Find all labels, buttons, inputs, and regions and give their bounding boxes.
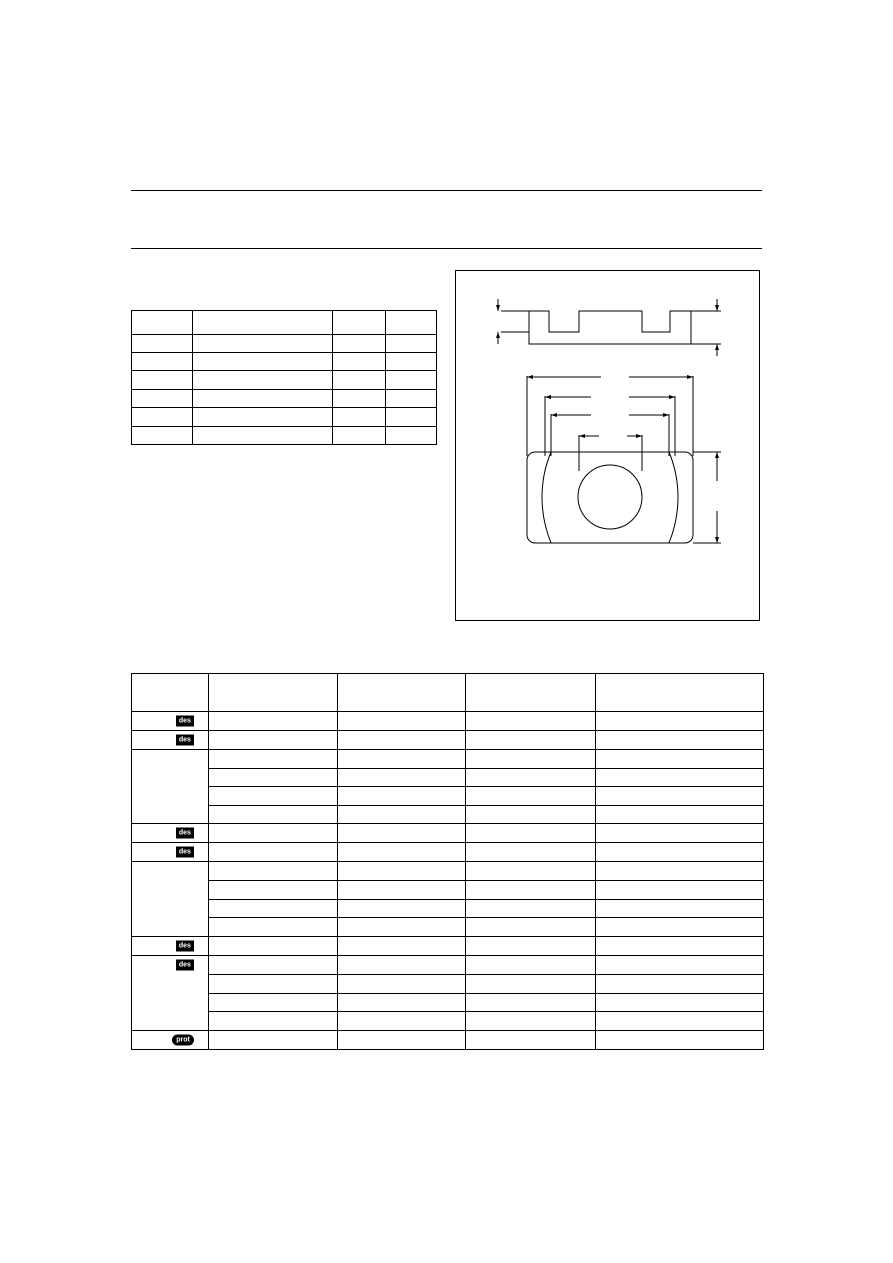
grade-cell [132, 956, 209, 1031]
table-cell [596, 994, 764, 1012]
table-cell [466, 956, 596, 975]
core-outline-drawing [456, 271, 761, 622]
table-cell [466, 712, 596, 731]
dim-cell [333, 390, 386, 408]
section-rule [131, 248, 762, 249]
dim-header-3 [333, 311, 386, 335]
grade-cell [132, 750, 209, 824]
table-cell [596, 900, 764, 918]
table-cell [466, 806, 596, 824]
dim-header-4 [386, 311, 437, 335]
status-badge: des [176, 847, 194, 858]
dim-cell [386, 408, 437, 427]
table-cell [337, 750, 466, 769]
table-cell [596, 881, 764, 900]
table-cell [466, 937, 596, 956]
table-cell [596, 975, 764, 994]
dim-cell [192, 408, 333, 427]
table-cell [208, 975, 337, 994]
table-cell [337, 769, 466, 787]
table-cell [208, 787, 337, 806]
table-cell [337, 900, 466, 918]
dim-cell [192, 335, 333, 353]
dim-cell [192, 427, 333, 445]
table-cell [466, 787, 596, 806]
status-badge: des [176, 716, 194, 727]
top-rule [131, 190, 762, 191]
status-badge: prot [172, 1035, 194, 1046]
dimensions-table [131, 310, 437, 445]
table-cell [466, 1031, 596, 1050]
dim-cell [333, 371, 386, 390]
dim-cell [132, 371, 193, 390]
table-cell [208, 750, 337, 769]
grades-header-1 [132, 674, 209, 712]
grades-table [131, 673, 764, 1050]
table-cell [596, 787, 764, 806]
grade-cell [132, 937, 209, 956]
table-cell [208, 918, 337, 937]
dim-cell [386, 335, 437, 353]
table-cell [337, 806, 466, 824]
grades-header-2 [208, 674, 337, 712]
table-cell [466, 918, 596, 937]
grade-cell [132, 712, 209, 731]
dim-cell [132, 335, 193, 353]
table-cell [596, 843, 764, 862]
table-cell [596, 937, 764, 956]
table-cell [337, 975, 466, 994]
table-cell [208, 1031, 337, 1050]
table-cell [466, 862, 596, 881]
table-cell [208, 731, 337, 750]
table-cell [337, 731, 466, 750]
grade-cell [132, 1031, 209, 1050]
center-hole [578, 465, 642, 529]
table-cell [466, 881, 596, 900]
dim-cell [333, 335, 386, 353]
table-cell [208, 862, 337, 881]
table-cell [208, 881, 337, 900]
table-cell [337, 862, 466, 881]
dim-cell [132, 390, 193, 408]
table-cell [596, 731, 764, 750]
dim-cell [192, 371, 333, 390]
table-cell [596, 862, 764, 881]
table-cell [337, 937, 466, 956]
table-cell [596, 1012, 764, 1031]
dim-cell [192, 390, 333, 408]
table-cell [208, 769, 337, 787]
table-cell [208, 937, 337, 956]
table-cell [208, 900, 337, 918]
table-cell [466, 750, 596, 769]
table-cell [337, 843, 466, 862]
table-cell [466, 731, 596, 750]
dim-header-2 [192, 311, 333, 335]
status-badge: des [176, 735, 194, 746]
status-badge: des [176, 941, 194, 952]
dim-cell [192, 353, 333, 371]
dim-cell [132, 408, 193, 427]
dim-cell [132, 353, 193, 371]
outline-drawing-frame [455, 270, 760, 621]
table-cell [208, 994, 337, 1012]
status-badge: des [176, 960, 194, 971]
table-cell [208, 824, 337, 843]
table-cell [466, 769, 596, 787]
status-badge: des [176, 828, 194, 839]
grade-cell [132, 824, 209, 843]
table-cell [208, 843, 337, 862]
dim-cell [386, 353, 437, 371]
table-cell [466, 994, 596, 1012]
table-cell [596, 712, 764, 731]
grades-header-5 [596, 674, 764, 712]
grade-cell [132, 862, 209, 937]
dim-cell [386, 390, 437, 408]
table-cell [337, 956, 466, 975]
table-cell [596, 750, 764, 769]
table-cell [337, 881, 466, 900]
table-cell [337, 1012, 466, 1031]
table-cell [466, 824, 596, 843]
table-cell [596, 806, 764, 824]
dim-cell [386, 427, 437, 445]
grade-cell [132, 731, 209, 750]
table-cell [466, 900, 596, 918]
table-cell [596, 769, 764, 787]
table-cell [337, 712, 466, 731]
table-cell [337, 1031, 466, 1050]
table-cell [337, 787, 466, 806]
grade-cell [132, 843, 209, 862]
dim-cell [132, 427, 193, 445]
dim-cell [333, 353, 386, 371]
table-cell [596, 1031, 764, 1050]
table-cell [208, 956, 337, 975]
table-cell [596, 918, 764, 937]
dim-cell [386, 371, 437, 390]
side-profile [529, 311, 691, 344]
table-cell [466, 1012, 596, 1031]
table-cell [208, 806, 337, 824]
table-cell [596, 824, 764, 843]
table-cell [466, 975, 596, 994]
grades-header-4 [466, 674, 596, 712]
dim-header-1 [132, 311, 193, 335]
dim-cell [333, 408, 386, 427]
dim-cell [333, 427, 386, 445]
table-cell [208, 1012, 337, 1031]
table-cell [466, 843, 596, 862]
grades-header-3 [337, 674, 466, 712]
table-cell [337, 994, 466, 1012]
table-cell [337, 918, 466, 937]
table-cell [208, 712, 337, 731]
table-cell [337, 824, 466, 843]
table-cell [596, 956, 764, 975]
